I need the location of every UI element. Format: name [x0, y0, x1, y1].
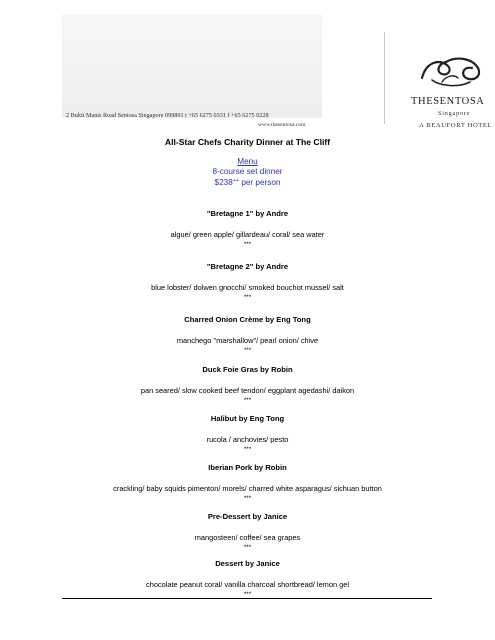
course-item — [0, 512, 495, 552]
course-item — [0, 463, 495, 503]
course-description: mangosteen/ coffee/ sea grapes — [194, 533, 301, 542]
course-description: pan seared/ slow cooked beef tendon/ eggplant agedashi/ daikon — [140, 386, 355, 395]
course-item — [0, 209, 495, 249]
brand-name: THESENTOSA — [411, 96, 485, 107]
course-description: chocolate peanut coral/ vanilla charcoal shortbread/ lemon gel — [146, 580, 349, 589]
course-description: rucola / anchovies/ pesto — [206, 435, 289, 444]
course-title: Iberian Pork by Robin — [208, 463, 287, 472]
course-separator: *** — [243, 495, 252, 502]
letterhead-background — [62, 14, 322, 118]
course-description: manchego "marshallow"/ pearl onion/ chive — [176, 336, 319, 345]
hotel-website: www.thesentosa.com — [258, 122, 306, 128]
course-description: algue/ green apple/ gillardeau/ coral/ sea water — [170, 230, 325, 239]
course-item — [0, 365, 495, 405]
hotel-address: 2 Bukit Manis Road Sentosa Singapore 099891 t +65 6275 0331 f +65 6275 0228 — [66, 112, 269, 119]
menu-info — [0, 157, 495, 188]
course-title: Duck Foie Gras by Robin — [202, 365, 293, 374]
course-title: "Bretagne 1" by Andre — [206, 209, 289, 218]
course-description: blue lobster/ dolwen gnocchi/ smoked bouchot mussel/ salt — [151, 283, 344, 292]
course-separator: *** — [243, 446, 252, 453]
course-separator: *** — [243, 397, 252, 404]
menu-label: Menu — [237, 157, 258, 166]
menu-price — [0, 178, 495, 188]
course-title: Halibut by Eng Tong — [210, 414, 285, 423]
letterhead — [62, 14, 493, 129]
course-separator: *** — [243, 544, 252, 551]
brand-location: Singapore — [438, 110, 471, 117]
price-amount: $238 — [214, 177, 233, 187]
course-separator: *** — [243, 294, 252, 301]
course-item — [0, 262, 495, 302]
brand-tagline: A BEAUFORT HOTEL — [419, 122, 493, 129]
footer-rule — [62, 598, 432, 599]
event-title: All-Star Chefs Charity Dinner at The Cliff — [164, 137, 331, 147]
course-separator: *** — [243, 241, 252, 248]
course-description: crackling/ baby squids pimenton/ morels/ charred white asparagus/ sichuan button — [113, 484, 382, 493]
letterhead-divider — [384, 32, 385, 124]
sentosa-logo-icon — [418, 56, 484, 90]
course-title: Pre-Dessert by Janice — [207, 512, 288, 521]
course-item — [0, 414, 495, 454]
course-item — [0, 559, 495, 599]
price-superscript: ++ — [232, 177, 240, 184]
menu-subtitle: 8-course set dinner — [212, 167, 283, 177]
course-title: Charred Onion Crème by Eng Tong — [184, 315, 311, 324]
course-separator: *** — [243, 347, 252, 354]
course-item — [0, 315, 495, 355]
course-title: Dessert by Janice — [215, 559, 280, 568]
price-suffix: per person — [239, 177, 281, 187]
course-title: "Bretagne 2" by Andre — [206, 262, 289, 271]
course-separator: *** — [243, 591, 252, 598]
